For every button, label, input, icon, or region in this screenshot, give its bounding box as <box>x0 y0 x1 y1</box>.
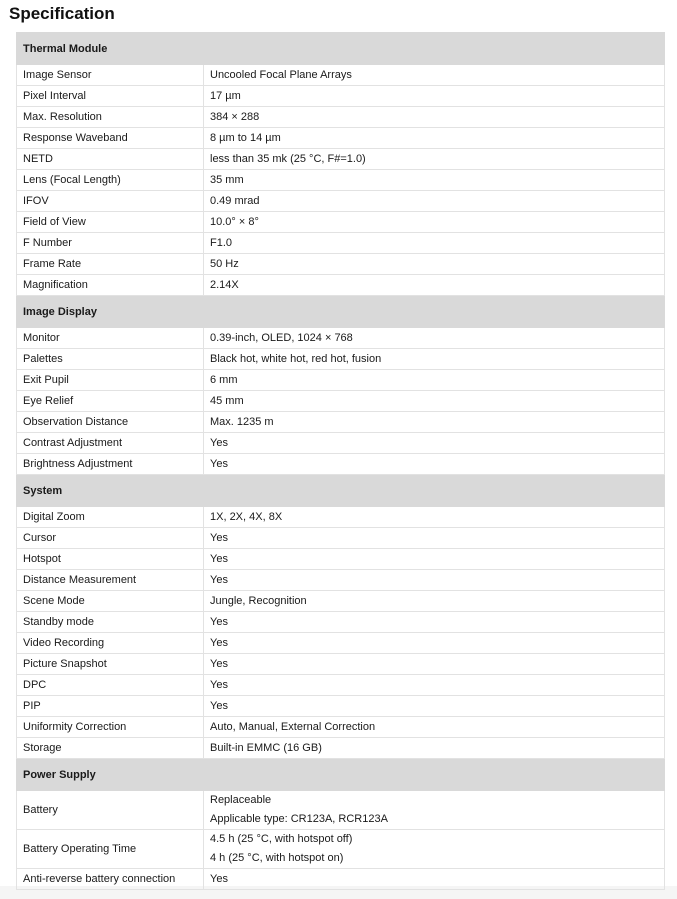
spec-label: Scene Mode <box>17 591 204 612</box>
spec-value <box>204 107 665 128</box>
spec-label: Battery Operating Time <box>17 830 204 869</box>
spec-value-line: Yes <box>210 636 228 649</box>
spec-value <box>204 591 665 612</box>
spec-value <box>204 412 665 433</box>
spec-label: PIP <box>17 696 204 717</box>
spec-label: Palettes <box>17 349 204 370</box>
spec-row <box>17 233 665 254</box>
spec-label: Exit Pupil <box>17 370 204 391</box>
spec-value <box>204 454 665 475</box>
spec-value-line: 1X, 2X, 4X, 8X <box>210 510 283 523</box>
spec-label: IFOV <box>17 191 204 212</box>
spec-row <box>17 507 665 528</box>
section-header <box>17 33 665 65</box>
spec-label: Brightness Adjustment <box>17 454 204 475</box>
spec-value <box>204 370 665 391</box>
section-title: Thermal Module <box>17 33 665 65</box>
spec-value <box>204 696 665 717</box>
spec-row <box>17 791 665 830</box>
spec-value <box>204 830 665 869</box>
spec-label: Response Waveband <box>17 128 204 149</box>
spec-value <box>204 212 665 233</box>
spec-value <box>204 738 665 759</box>
spec-value <box>204 654 665 675</box>
spec-label: Battery <box>17 791 204 830</box>
spec-row <box>17 65 665 86</box>
spec-label: Lens (Focal Length) <box>17 170 204 191</box>
spec-label: Observation Distance <box>17 412 204 433</box>
spec-value <box>204 791 665 830</box>
spec-value <box>204 233 665 254</box>
spec-label: Max. Resolution <box>17 107 204 128</box>
spec-row <box>17 107 665 128</box>
spec-value-line: Yes <box>210 552 228 565</box>
spec-value-line: Yes <box>210 657 228 670</box>
spec-value <box>204 275 665 296</box>
spec-label: Image Sensor <box>17 65 204 86</box>
section-header <box>17 475 665 507</box>
spec-row <box>17 633 665 654</box>
spec-value <box>204 570 665 591</box>
spec-row <box>17 830 665 869</box>
spec-row <box>17 149 665 170</box>
section-title: System <box>17 475 665 507</box>
spec-label: Eye Relief <box>17 391 204 412</box>
spec-value-line: 4 h (25 °C, with hotspot on) <box>210 852 344 864</box>
spec-row <box>17 349 665 370</box>
spec-value-line: 17 µm <box>210 89 241 102</box>
spec-row <box>17 433 665 454</box>
spec-row <box>17 549 665 570</box>
spec-label: Frame Rate <box>17 254 204 275</box>
spec-label: Storage <box>17 738 204 759</box>
spec-row <box>17 412 665 433</box>
section-header <box>17 296 665 328</box>
spec-label: Uniformity Correction <box>17 717 204 738</box>
spec-value <box>204 254 665 275</box>
spec-value-line: Yes <box>210 872 228 885</box>
spec-row <box>17 717 665 738</box>
spec-row <box>17 128 665 149</box>
spec-value-line: 2.14X <box>210 278 239 291</box>
spec-value-line: 10.0° × 8° <box>210 215 259 228</box>
spec-value <box>204 86 665 107</box>
spec-value <box>204 328 665 349</box>
spec-row <box>17 869 665 890</box>
spec-row <box>17 612 665 633</box>
spec-row <box>17 191 665 212</box>
spec-value-line: Applicable type: CR123A, RCR123A <box>210 813 388 825</box>
spec-value <box>204 633 665 654</box>
spec-label: Distance Measurement <box>17 570 204 591</box>
spec-value-line: Replaceable <box>210 794 272 806</box>
spec-value-line: 6 mm <box>210 373 238 386</box>
spec-value-line: Yes <box>210 436 228 449</box>
spec-value-line: Auto, Manual, External Correction <box>210 720 376 733</box>
spec-label: Monitor <box>17 328 204 349</box>
spec-value <box>204 717 665 738</box>
spec-label: Anti-reverse battery connection <box>17 869 204 890</box>
spec-value-line: Jungle, Recognition <box>210 594 307 607</box>
spec-label: Standby mode <box>17 612 204 633</box>
spec-value <box>204 149 665 170</box>
spec-value-line: 8 µm to 14 µm <box>210 131 281 144</box>
spec-row <box>17 86 665 107</box>
spec-row <box>17 370 665 391</box>
spec-value-line: 384 × 288 <box>210 110 260 123</box>
spec-value-line: 0.39-inch, OLED, 1024 × 768 <box>210 331 353 344</box>
spec-row <box>17 170 665 191</box>
section-title: Image Display <box>17 296 665 328</box>
spec-value-line: Yes <box>210 699 228 712</box>
spec-row <box>17 391 665 412</box>
section-title: Power Supply <box>17 759 665 791</box>
spec-value <box>204 433 665 454</box>
page-title: Specification <box>9 4 115 23</box>
spec-value <box>204 675 665 696</box>
spec-value-line: 45 mm <box>210 394 244 407</box>
spec-value-line: F1.0 <box>210 236 233 249</box>
spec-value <box>204 65 665 86</box>
spec-value-line: Uncooled Focal Plane Arrays <box>210 68 352 81</box>
spec-table <box>16 32 665 890</box>
spec-row <box>17 275 665 296</box>
spec-row <box>17 454 665 475</box>
spec-row <box>17 654 665 675</box>
spec-value-line: Yes <box>210 573 228 586</box>
spec-label: Field of View <box>17 212 204 233</box>
spec-row <box>17 254 665 275</box>
spec-row <box>17 675 665 696</box>
spec-row <box>17 212 665 233</box>
spec-value <box>204 869 665 890</box>
spec-value-line: Yes <box>210 457 228 470</box>
spec-value <box>204 612 665 633</box>
spec-value-line: 50 Hz <box>210 257 239 270</box>
spec-value <box>204 349 665 370</box>
spec-row <box>17 696 665 717</box>
spec-value-line: Max. 1235 m <box>210 415 274 428</box>
spec-row <box>17 738 665 759</box>
spec-label: Hotspot <box>17 549 204 570</box>
spec-value-line: less than 35 mk (25 °C, F#=1.0) <box>210 152 366 165</box>
spec-label: Video Recording <box>17 633 204 654</box>
spec-value <box>204 507 665 528</box>
spec-label: DPC <box>17 675 204 696</box>
spec-value-line: Yes <box>210 678 228 691</box>
spec-value-line: Yes <box>210 615 228 628</box>
spec-value-line: 35 mm <box>210 173 244 186</box>
spec-value <box>204 549 665 570</box>
spec-row <box>17 328 665 349</box>
spec-value-line: Built-in EMMC (16 GB) <box>210 741 322 754</box>
spec-value <box>204 170 665 191</box>
spec-value <box>204 391 665 412</box>
spec-label: Contrast Adjustment <box>17 433 204 454</box>
spec-value-line: 0.49 mrad <box>210 194 260 207</box>
spec-label: Picture Snapshot <box>17 654 204 675</box>
spec-value-line: Yes <box>210 531 228 544</box>
spec-label: Magnification <box>17 275 204 296</box>
spec-label: Digital Zoom <box>17 507 204 528</box>
spec-value-line: 4.5 h (25 °C, with hotspot off) <box>210 833 353 845</box>
spec-value <box>204 528 665 549</box>
spec-label: F Number <box>17 233 204 254</box>
spec-value <box>204 128 665 149</box>
spec-row <box>17 591 665 612</box>
spec-row <box>17 570 665 591</box>
spec-value-line: Black hot, white hot, red hot, fusion <box>210 352 382 365</box>
spec-label: Pixel Interval <box>17 86 204 107</box>
spec-label: Cursor <box>17 528 204 549</box>
spec-row <box>17 528 665 549</box>
section-header <box>17 759 665 791</box>
spec-value <box>204 191 665 212</box>
spec-label: NETD <box>17 149 204 170</box>
